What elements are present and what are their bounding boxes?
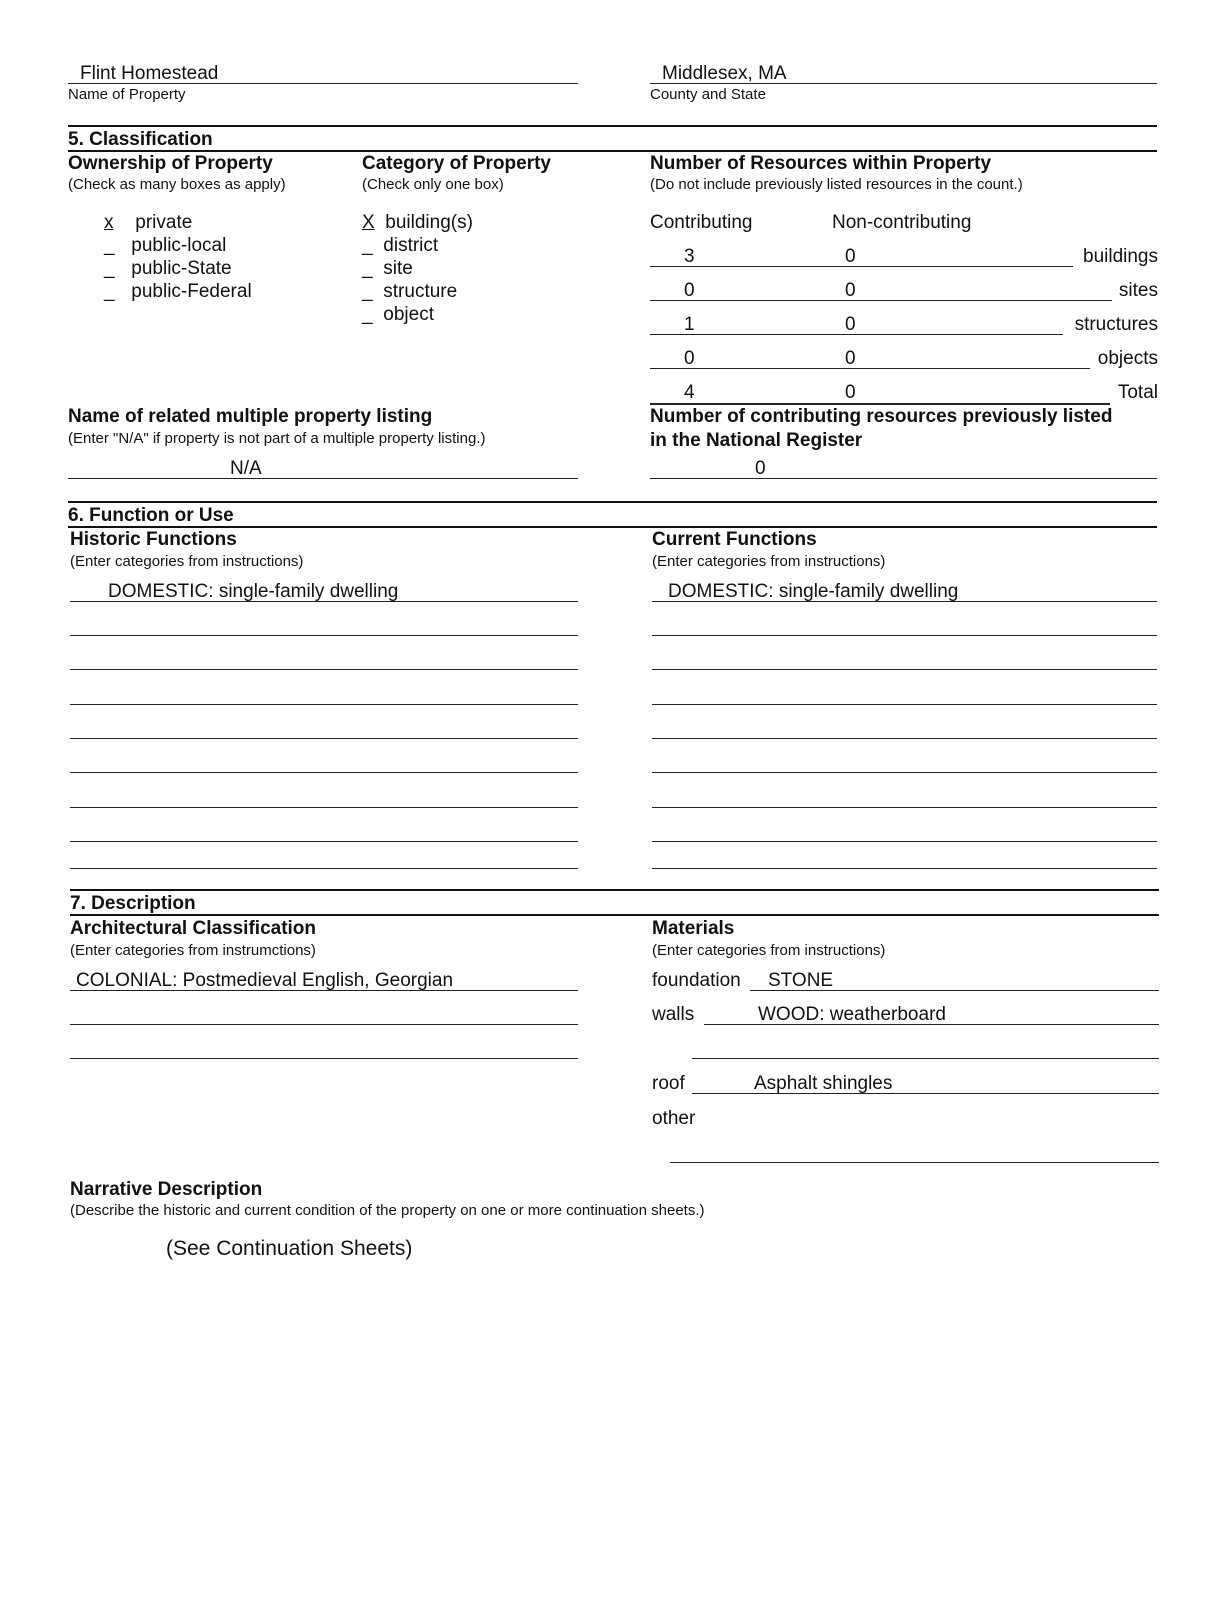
ownership-mark: _ <box>104 235 115 256</box>
current-function-line <box>652 601 1157 602</box>
county-state-line <box>650 83 1157 84</box>
section-5-bottom-rule <box>68 150 1157 152</box>
narrative-instruction: (Describe the historic and current condition of the property on one or more continuation sheets.) <box>70 1202 705 1219</box>
historic-functions-heading: Historic Functions <box>70 529 237 550</box>
architectural-line <box>70 1024 578 1025</box>
ownership-mark: _ <box>104 258 115 279</box>
resource-sites-contributing[interactable]: 0 <box>684 280 695 301</box>
category-mark: _ <box>362 281 373 302</box>
current-function-line <box>652 807 1157 808</box>
category-instruction: (Check only one box) <box>362 176 504 193</box>
category-label: building(s) <box>385 212 473 233</box>
ownership-option-public-state[interactable] <box>104 258 232 280</box>
section-5-title: 5. Classification <box>68 129 213 150</box>
category-option-site[interactable] <box>362 258 413 280</box>
architectural-instruction: (Enter categories from instrumctions) <box>70 942 316 959</box>
category-mark: _ <box>362 235 373 256</box>
category-option-buildings[interactable] <box>362 212 473 234</box>
current-function-line <box>652 704 1157 705</box>
resource-buildings-noncontributing[interactable]: 0 <box>845 246 856 267</box>
category-label: district <box>383 235 439 256</box>
architectural-value[interactable]: COLONIAL: Postmedieval English, Georgian <box>76 970 454 991</box>
resources-col-noncontributing: Non-contributing <box>832 212 972 233</box>
foundation-line <box>750 990 1159 991</box>
ownership-option-public-local[interactable] <box>104 235 226 257</box>
ownership-instruction: (Check as many boxes as apply) <box>68 176 286 193</box>
historic-function-line <box>70 738 578 739</box>
ownership-label: public-State <box>131 258 232 279</box>
resource-structures-line <box>650 334 1063 335</box>
other-label: other <box>652 1108 696 1129</box>
roof-line <box>692 1093 1159 1094</box>
section-7-bottom-rule <box>70 914 1159 916</box>
category-option-district[interactable] <box>362 235 438 257</box>
section-6-bottom-rule <box>68 526 1157 528</box>
resources-col-contributing: Contributing <box>650 212 753 233</box>
historic-function-line <box>70 772 578 773</box>
historic-function-line <box>70 704 578 705</box>
foundation-label: foundation <box>652 970 741 991</box>
property-name-line <box>68 83 578 84</box>
resource-objects-label: objects <box>1097 348 1158 369</box>
resource-buildings-label: buildings <box>1083 246 1158 267</box>
ownership-option-private[interactable] <box>104 212 192 234</box>
category-mark: X <box>362 212 375 233</box>
resource-objects-contributing[interactable]: 0 <box>684 348 695 369</box>
ownership-heading: Ownership of Property <box>68 153 273 174</box>
historic-function-line <box>70 635 578 636</box>
previously-listed-value[interactable]: 0 <box>755 458 766 479</box>
other-line <box>670 1162 1159 1163</box>
previously-listed-heading-1: Number of contributing resources previously listed <box>650 406 1113 427</box>
roof-value[interactable]: Asphalt shingles <box>754 1073 893 1094</box>
historic-functions-instruction: (Enter categories from instructions) <box>70 553 304 570</box>
walls-line <box>704 1024 1159 1025</box>
historic-function-line <box>70 868 578 869</box>
historic-functions-value[interactable]: DOMESTIC: single-family dwelling <box>108 581 399 602</box>
current-functions-heading: Current Functions <box>652 529 817 550</box>
resources-heading: Number of Resources within Property <box>650 153 992 174</box>
current-functions-instruction: (Enter categories from instructions) <box>652 553 886 570</box>
ownership-label: public-local <box>131 235 227 256</box>
resource-structures-contributing[interactable]: 1 <box>684 314 695 335</box>
resource-sites-noncontributing[interactable]: 0 <box>845 280 856 301</box>
multiple-listing-heading: Name of related multiple property listing <box>68 406 433 427</box>
category-mark: _ <box>362 258 373 279</box>
section-7-top-rule <box>70 889 1159 891</box>
property-name-value[interactable]: Flint Homestead <box>80 63 219 84</box>
resource-objects-noncontributing[interactable]: 0 <box>845 348 856 369</box>
property-name-label: Name of Property <box>68 86 186 103</box>
ownership-option-public-federal[interactable] <box>104 281 252 303</box>
architectural-heading: Architectural Classification <box>70 918 317 939</box>
resource-buildings-line <box>650 266 1073 267</box>
section-6-title: 6. Function or Use <box>68 505 234 526</box>
architectural-line <box>70 1058 578 1059</box>
resource-sites-line <box>650 300 1112 301</box>
previously-listed-heading-2: in the National Register <box>650 430 863 451</box>
historic-function-line <box>70 669 578 670</box>
multiple-listing-instruction: (Enter "N/A" if property is not part of a multiple property listing.) <box>68 430 486 447</box>
narrative-value[interactable]: (See Continuation Sheets) <box>166 1237 413 1260</box>
category-option-structure[interactable] <box>362 281 457 303</box>
multiple-listing-value[interactable]: N/A <box>230 458 262 479</box>
ownership-label: public-Federal <box>131 281 252 302</box>
current-function-line <box>652 772 1157 773</box>
resource-total-line <box>650 403 1110 405</box>
materials-instruction: (Enter categories from instructions) <box>652 942 886 959</box>
narrative-heading: Narrative Description <box>70 1179 263 1200</box>
resource-sites-label: sites <box>1118 280 1158 301</box>
category-mark: _ <box>362 304 373 325</box>
ownership-mark: x <box>104 212 114 233</box>
materials-heading: Materials <box>652 918 735 939</box>
resources-instruction: (Do not include previously listed resources in the count.) <box>650 176 1023 193</box>
historic-function-line <box>70 841 578 842</box>
resource-buildings-contributing[interactable]: 3 <box>684 246 695 267</box>
current-function-line <box>652 635 1157 636</box>
section-5-top-rule <box>68 125 1157 127</box>
foundation-value[interactable]: STONE <box>768 970 834 991</box>
walls-line-2 <box>692 1058 1159 1059</box>
county-state-value[interactable]: Middlesex, MA <box>662 63 787 84</box>
resource-total-label: Total <box>1117 382 1158 403</box>
architectural-line <box>70 990 578 991</box>
category-label: structure <box>383 281 458 302</box>
current-function-line <box>652 868 1157 869</box>
current-functions-value[interactable]: DOMESTIC: single-family dwelling <box>668 581 959 602</box>
category-label: site <box>383 258 413 279</box>
resource-total-noncontributing[interactable]: 0 <box>845 382 856 403</box>
resource-structures-noncontributing[interactable]: 0 <box>845 314 856 335</box>
multiple-listing-line <box>68 478 578 479</box>
resource-objects-line <box>650 368 1090 369</box>
category-heading: Category of Property <box>362 153 551 174</box>
roof-label: roof <box>652 1073 685 1094</box>
walls-value[interactable]: WOOD: weatherboard <box>758 1004 946 1025</box>
county-state-label: County and State <box>650 86 766 103</box>
resource-total-contributing[interactable]: 4 <box>684 382 695 403</box>
ownership-mark: _ <box>104 281 115 302</box>
current-function-line <box>652 841 1157 842</box>
current-function-line <box>652 669 1157 670</box>
previously-listed-line <box>650 478 1157 479</box>
current-function-line <box>652 738 1157 739</box>
historic-function-line <box>70 601 578 602</box>
resource-structures-label: structures <box>1074 314 1158 335</box>
category-option-object[interactable] <box>362 304 434 326</box>
historic-function-line <box>70 807 578 808</box>
category-label: object <box>383 304 434 325</box>
ownership-label: private <box>135 212 193 233</box>
walls-label: walls <box>652 1004 695 1025</box>
section-6-top-rule <box>68 501 1157 503</box>
section-7-title: 7. Description <box>70 893 196 914</box>
